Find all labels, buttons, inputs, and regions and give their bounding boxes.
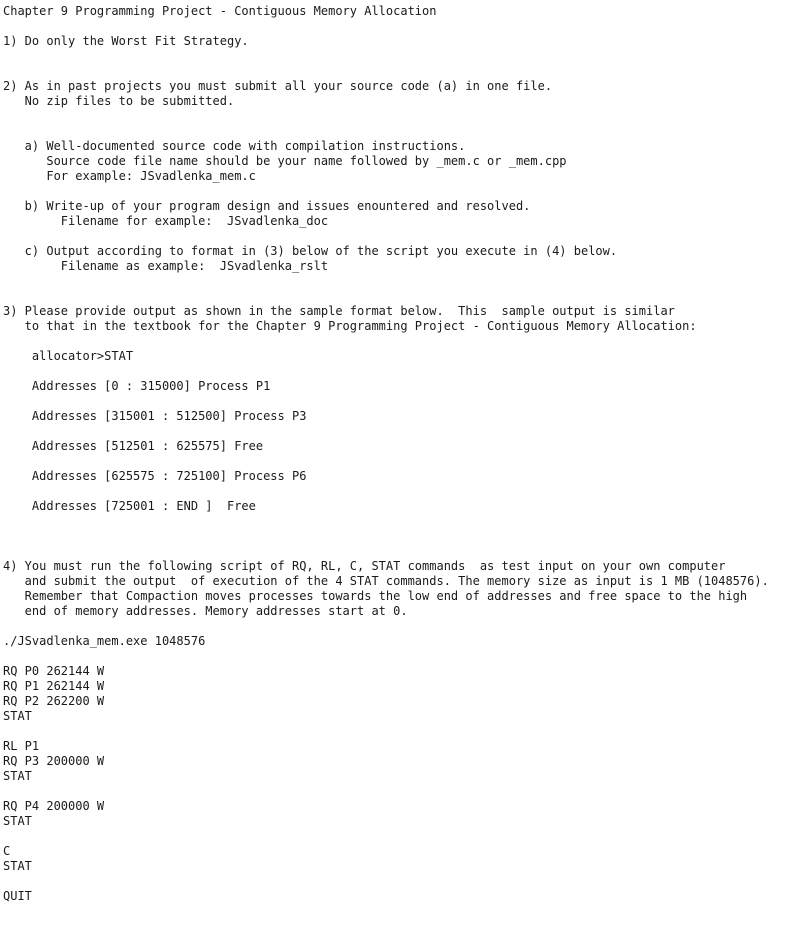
subitem-a-text: Source code file name should be your name followed by _mem.c or _mem.cpp xyxy=(3,154,567,168)
blank-line xyxy=(3,529,803,544)
sample-output-line: Addresses [625575 : 725100] Process P6 xyxy=(3,469,307,483)
script-command: RQ P2 262200 W xyxy=(3,694,105,708)
item-1-text: 1) Do only the Worst Fit Strategy. xyxy=(3,34,249,48)
item-2-text: 2) As in past projects you must submit all your source code (a) in one file. xyxy=(3,79,553,93)
script-command: RQ P0 262144 W xyxy=(3,664,105,678)
item-4-text: 4) You must run the following script of RQ, RL, C, STAT commands as test input on your own computer xyxy=(3,559,726,573)
sample-output-line: Addresses [315001 : 512500] Process P3 xyxy=(3,409,307,423)
blank-line xyxy=(3,874,803,889)
sample-output-line: Addresses [512501 : 625575] Free xyxy=(3,439,264,453)
blank-line xyxy=(3,334,803,349)
item-3-text: 3) Please provide output as shown in the sample format below. This sample output is similar xyxy=(3,304,675,318)
blank-line xyxy=(3,544,803,559)
blank-line xyxy=(3,484,803,499)
blank-line xyxy=(3,829,803,844)
blank-line xyxy=(3,274,803,289)
blank-line xyxy=(3,454,803,469)
blank-line xyxy=(3,64,803,79)
blank-line xyxy=(3,424,803,439)
script-command: STAT xyxy=(3,769,32,783)
subitem-c-text: c) Output according to format in (3) below of the script you execute in (4) below. xyxy=(3,244,618,258)
blank-line xyxy=(3,649,803,664)
script-command: STAT xyxy=(3,814,32,828)
subitem-c-text: Filename as example: JSvadlenka_rslt xyxy=(3,259,329,273)
blank-line xyxy=(3,724,803,739)
blank-line xyxy=(3,49,803,64)
blank-line xyxy=(3,229,803,244)
subitem-a-text: a) Well-documented source code with compilation instructions. xyxy=(3,139,466,153)
document-title: Chapter 9 Programming Project - Contiguous Memory Allocation xyxy=(3,4,437,18)
blank-line xyxy=(3,514,803,529)
item-3-text: to that in the textbook for the Chapter 9 Programming Project - Contiguous Memory Allocation: xyxy=(3,319,697,333)
script-command: STAT xyxy=(3,709,32,723)
script-command: C xyxy=(3,844,11,858)
script-command: ./JSvadlenka_mem.exe 1048576 xyxy=(3,634,206,648)
blank-line xyxy=(3,19,803,34)
script-command: STAT xyxy=(3,859,32,873)
sample-output-line: allocator>STAT xyxy=(3,349,134,363)
script-command: RQ P4 200000 W xyxy=(3,799,105,813)
sample-output-line: Addresses [725001 : END ] Free xyxy=(3,499,256,513)
blank-line xyxy=(3,289,803,304)
script-command: RQ P1 262144 W xyxy=(3,679,105,693)
blank-line xyxy=(3,364,803,379)
subitem-b-text: Filename for example: JSvadlenka_doc xyxy=(3,214,329,228)
blank-line xyxy=(3,109,803,124)
subitem-b-text: b) Write-up of your program design and issues enountered and resolved. xyxy=(3,199,531,213)
blank-line xyxy=(3,784,803,799)
blank-line xyxy=(3,394,803,409)
item-4-text: Remember that Compaction moves processes towards the low end of addresses and free space to the high xyxy=(3,589,748,603)
blank-line xyxy=(3,619,803,634)
blank-line xyxy=(3,184,803,199)
item-4-text: and submit the output of execution of the 4 STAT commands. The memory size as input is 1 MB (1048576). xyxy=(3,574,769,588)
subitem-a-text: For example: JSvadlenka_mem.c xyxy=(3,169,256,183)
script-command: RL P1 xyxy=(3,739,40,753)
sample-output-line: Addresses [0 : 315000] Process P1 xyxy=(3,379,271,393)
item-2-text: No zip files to be submitted. xyxy=(3,94,235,108)
document-text xyxy=(3,4,803,904)
script-command: RQ P3 200000 W xyxy=(3,754,105,768)
script-command: QUIT xyxy=(3,889,32,903)
blank-line xyxy=(3,124,803,139)
item-4-text: end of memory addresses. Memory addresses start at 0. xyxy=(3,604,408,618)
